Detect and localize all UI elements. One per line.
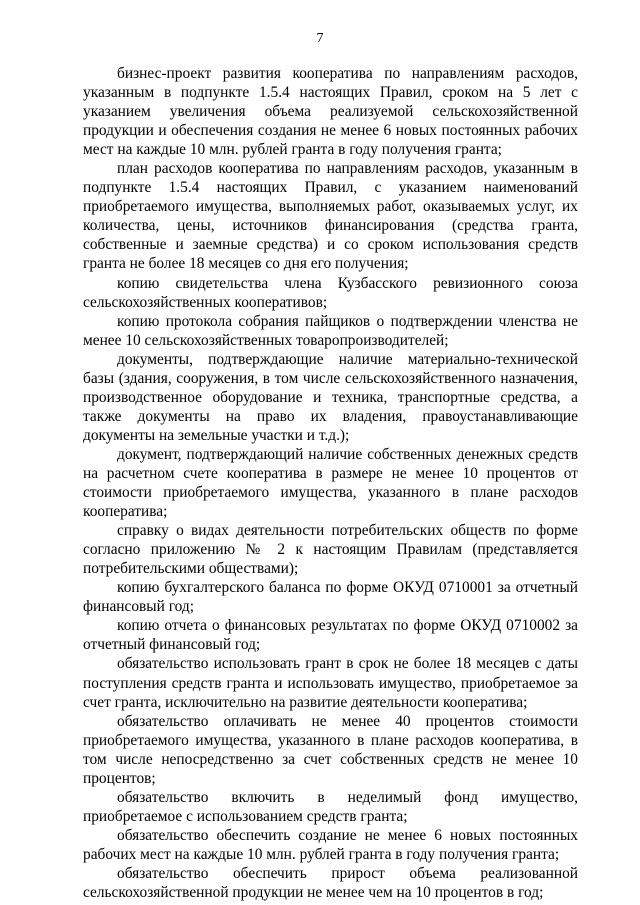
paragraph-shareholders-protocol: копию протокола собрания пайщиков о подтверждении членства не менее 10 сельскохозяйственных товаропроизводителей;	[83, 312, 578, 349]
page-number: 7	[316, 31, 324, 46]
paragraph-material-base-documents: документы, подтверждающие наличие материально-технической базы (здания, сооружения, в том числе сельскохозяйственного назначения, производственное оборудование и техника, транспортные средства, а также документы на право их владения, правоустанавливающие документы на земельные участки и т.д.);	[83, 350, 578, 444]
document-body	[83, 64, 578, 902]
paragraph-expense-plan: план расходов кооператива по направлениям расходов, указанным в подпункте 1.5.4 настоящих Правил, с указанием наименований приобретаемого имущества, выполняемых работ, оказываемых услуг, их количества, цены, источников финансирования (средства гранта, собственные и заемные средства) и со сроком использования средств гранта не более 18 месяцев со дня его получения;	[83, 160, 578, 273]
paragraph-business-project: бизнес-проект развития кооператива по направлениям расходов, указанным в подпункте 1.5.4 настоящих Правил, сроком на 5 лет с указанием увеличения объема реализуемой сельскохозяйственной продукции и обеспечения создания не менее 6 новых постоянных рабочих мест на каждые 10 млн. рублей гранта в году получения гранта;	[83, 65, 578, 159]
paragraph-jobs-obligation: обязательство обеспечить создание не менее 6 новых постоянных рабочих мест на каждые 10 млн. рублей гранта в году получения гранта;	[83, 826, 578, 863]
paragraph-membership-certificate: копию свидетельства члена Кузбасского ревизионного союза сельскохозяйственных кооперативов;	[83, 274, 578, 311]
paragraph-balance-sheet: копию бухгалтерского баланса по форме ОКУД 0710001 за отчетный финансовый год;	[83, 579, 578, 616]
paragraph-own-funds-document: документ, подтверждающий наличие собственных денежных средств на расчетном счете кооператива в размере не менее 10 процентов от стоимости приобретаемого имущества, указанного в плане расходов кооператива;	[83, 445, 578, 521]
paragraph-financial-results-report: копию отчета о финансовых результатах по форме ОКУД 0710002 за отчетный финансовый год;	[83, 617, 578, 654]
paragraph-indivisible-fund-obligation: обязательство включить в неделимый фонд имущество, приобретаемое с использованием средств гранта;	[83, 788, 578, 825]
paragraph-production-growth-obligation: обязательство обеспечить прирост объема реализованной сельскохозяйственной продукции не менее чем на 10 процентов в год;	[83, 864, 578, 902]
paragraph-payment-obligation: обязательство оплачивать не менее 40 процентов стоимости приобретаемого имущества, указанного в плане расходов кооператива, в том числе непосредственно за счет собственных средств не менее 10 процентов;	[83, 712, 578, 787]
paragraph-activity-certificate: справку о видах деятельности потребительских обществ по форме согласно приложению № 2 к настоящим Правилам (представляется потребительскими обществами);	[83, 522, 578, 578]
paragraph-grant-usage-obligation: обязательство использовать грант в срок не более 18 месяцев с даты поступления средств гранта и использовать имущество, приобретаемое за счет гранта, исключительно на развитие деятельности кооператива;	[83, 655, 578, 711]
